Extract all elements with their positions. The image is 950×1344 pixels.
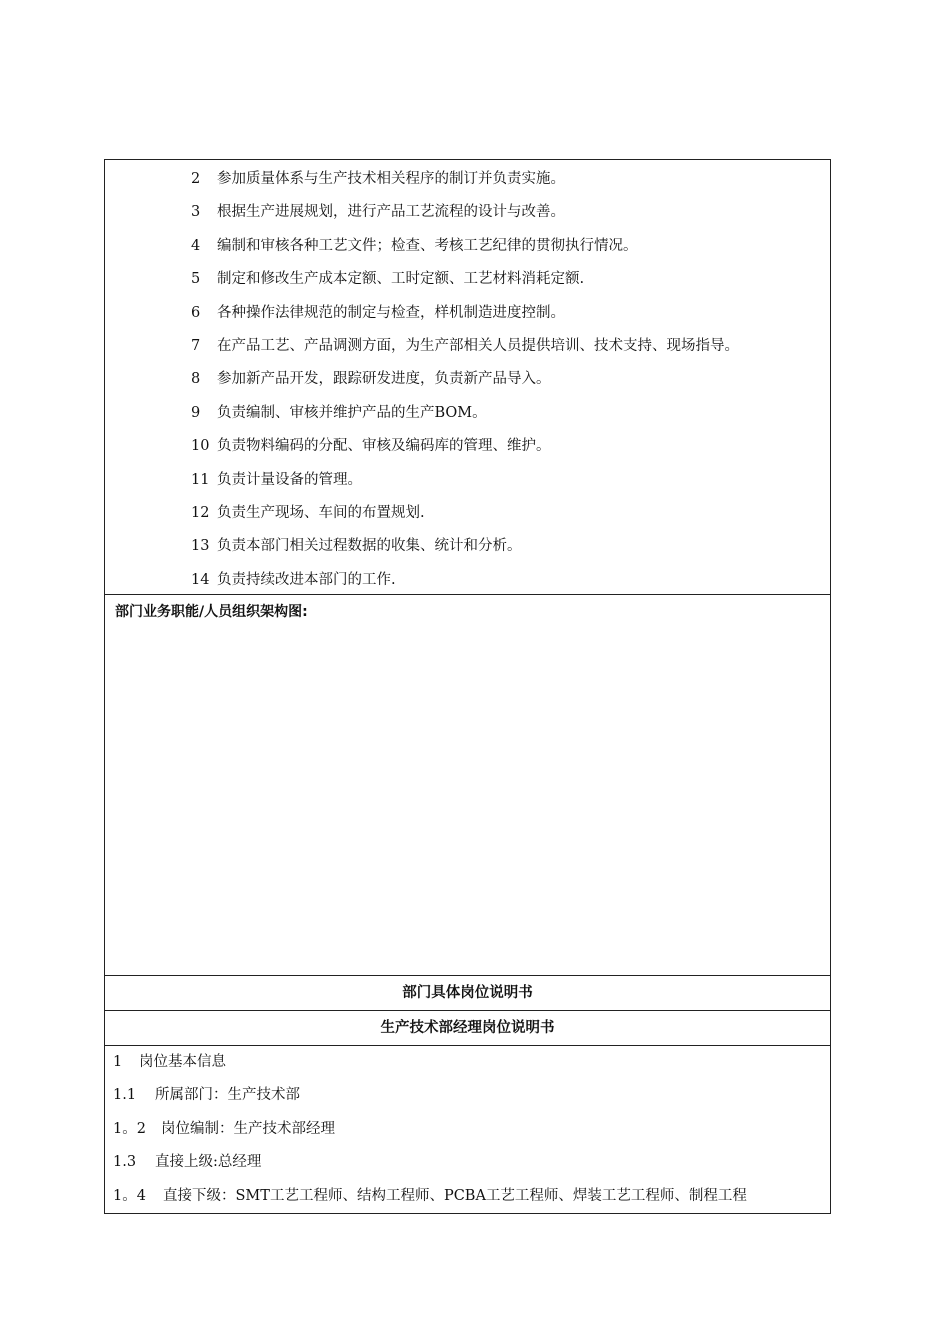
info-number: 1。2: [113, 1120, 146, 1137]
duty-item: [105, 564, 830, 597]
info-number: 1。4: [113, 1187, 146, 1204]
duty-item: [105, 464, 830, 497]
duty-text: 编制和审核各种工艺文件；检查、考核工艺纪律的贯彻执行情况。: [217, 237, 638, 254]
duty-number: 5: [191, 271, 201, 288]
duty-item: [105, 196, 830, 229]
duty-item: [105, 330, 830, 363]
duty-item: [105, 397, 830, 430]
duty-number: 10: [191, 438, 210, 455]
duty-item: [105, 297, 830, 330]
info-text: 直接上级:总经理: [155, 1154, 262, 1171]
document-table: [104, 159, 831, 1214]
duty-text: 负责生产现场、车间的布置规划.: [217, 504, 425, 521]
duty-number: 8: [191, 371, 201, 388]
job-description-title: 生产技术部经理岗位说明书: [105, 1011, 830, 1046]
duty-number: 3: [191, 204, 201, 221]
info-text: 岗位编制：生产技术部经理: [161, 1120, 335, 1137]
duty-number: 14: [191, 571, 210, 588]
info-line: [113, 1146, 822, 1179]
duty-number: 11: [191, 471, 210, 488]
info-line: [113, 1079, 822, 1112]
info-text: 所属部门：生产技术部: [155, 1087, 300, 1104]
duty-number: 4: [191, 237, 201, 254]
duty-item: [105, 263, 830, 296]
duty-text: 根据生产进展规划，进行产品工艺流程的设计与改善。: [217, 204, 565, 221]
duty-number: 12: [191, 504, 210, 521]
duty-text: 在产品工艺、产品调测方面，为生产部相关人员提供培训、技术支持、现场指导。: [217, 337, 739, 354]
duty-item: [105, 530, 830, 563]
duty-text: 负责计量设备的管理。: [217, 471, 362, 488]
duty-number: 2: [191, 171, 201, 187]
org-chart-label: 部门业务职能/人员组织架构图:: [115, 604, 308, 620]
duty-item: [105, 230, 830, 263]
duty-text: 负责编制、审核并维护产品的生产BOM。: [217, 404, 487, 421]
duty-item: [105, 430, 830, 463]
org-chart-section: [105, 595, 830, 976]
duties-list: [105, 160, 830, 595]
duty-number: 9: [191, 404, 201, 421]
duty-text: 参加质量体系与生产技术相关程序的制订并负责实施。: [217, 171, 565, 187]
duty-number: 6: [191, 304, 201, 321]
info-line: [113, 1046, 822, 1079]
info-number: 1.1: [113, 1087, 137, 1104]
duty-item: [105, 497, 830, 530]
duty-item: [105, 363, 830, 396]
info-line: [113, 1180, 822, 1213]
info-number: 1: [113, 1054, 123, 1070]
job-info-section: [105, 1046, 830, 1213]
duty-text: 制定和修改生产成本定额、工时定额、工艺材料消耗定额.: [217, 271, 585, 288]
duty-text: 参加新产品开发，跟踪研发进度，负责新产品导入。: [217, 371, 551, 388]
duty-number: 13: [191, 538, 210, 555]
info-text: 直接下级：SMT工艺工程师、结构工程师、PCBA工艺工程师、焊装工艺工程师、制程工程: [163, 1187, 747, 1204]
duty-text: 负责本部门相关过程数据的收集、统计和分析。: [217, 538, 522, 555]
info-number: 1.3: [113, 1154, 137, 1171]
info-text: 岗位基本信息: [139, 1054, 226, 1070]
duty-number: 7: [191, 337, 201, 354]
info-line: [113, 1113, 822, 1146]
duty-text: 负责物料编码的分配、审核及编码库的管理、维护。: [217, 438, 551, 455]
duty-item: [105, 163, 830, 196]
duty-text: 各种操作法律规范的制定与检查，样机制造进度控制。: [217, 304, 565, 321]
section-heading: 部门具体岗位说明书: [105, 976, 830, 1011]
duty-text: 负责持续改进本部门的工作.: [217, 571, 396, 588]
